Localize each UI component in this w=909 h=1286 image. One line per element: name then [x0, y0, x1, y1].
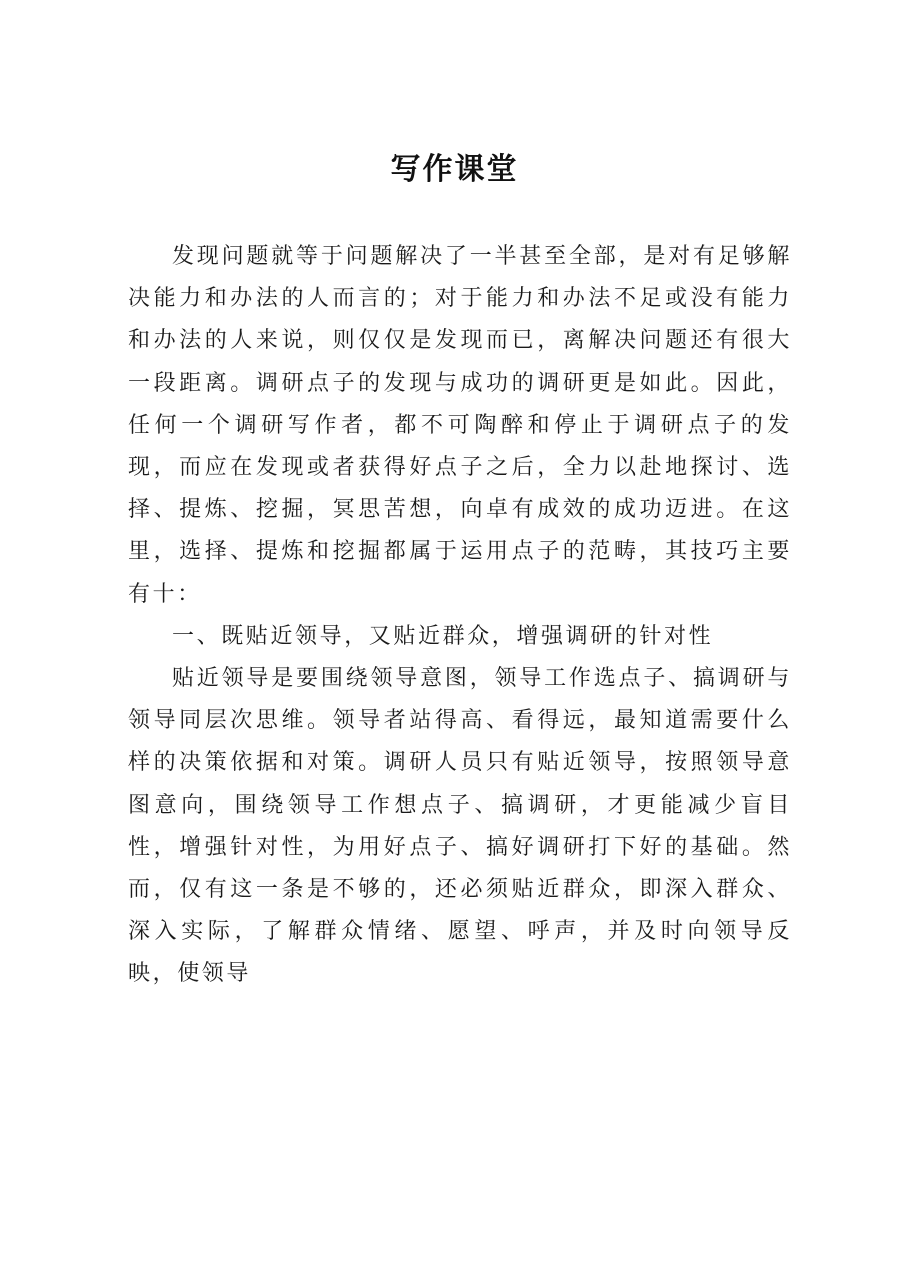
paragraph-section-1: 贴近领导是要围绕领导意图，领导工作选点子、搞调研与领导同层次思维。领导者站得高、看得远，最知道需要什么样的决策依据和对策。调研人员只有贴近领导，按照领导意图意向，围绕领导工作想点子、搞调研，才更能减少盲目性，增强针对性，为用好点子、搞好调研打下好的基础。然而，仅有这一条是不够的，还必须贴近群众，即深入群众、深入实际，了解群众情绪、愿望、呼声，并及时向领导反映，使领导: [128, 666, 792, 987]
document-body: [128, 236, 792, 996]
section-heading-1: 一、既贴近领导，又贴近群众，增强调研的针对性: [172, 623, 714, 649]
paragraph-intro: 发现问题就等于问题解决了一半甚至全部，是对有足够解决能力和办法的人而言的；对于能力和办法不足或没有能力和办法的人来说，则仅仅是发现而已，离解决问题还有很大一段距离。调研点子的发现与成功的调研更是如此。因此，任何一个调研写作者，都不可陶醉和停止于调研点子的发现，而应在发现或者获得好点子之后，全力以赴地探讨、选择、提炼、挖掘，冥思苦想，向卓有成效的成功迈进。在这里，选择、提炼和挖掘都属于运用点子的范畴，其技巧主要有十：: [128, 244, 792, 607]
document-title: 写作课堂: [390, 152, 519, 187]
